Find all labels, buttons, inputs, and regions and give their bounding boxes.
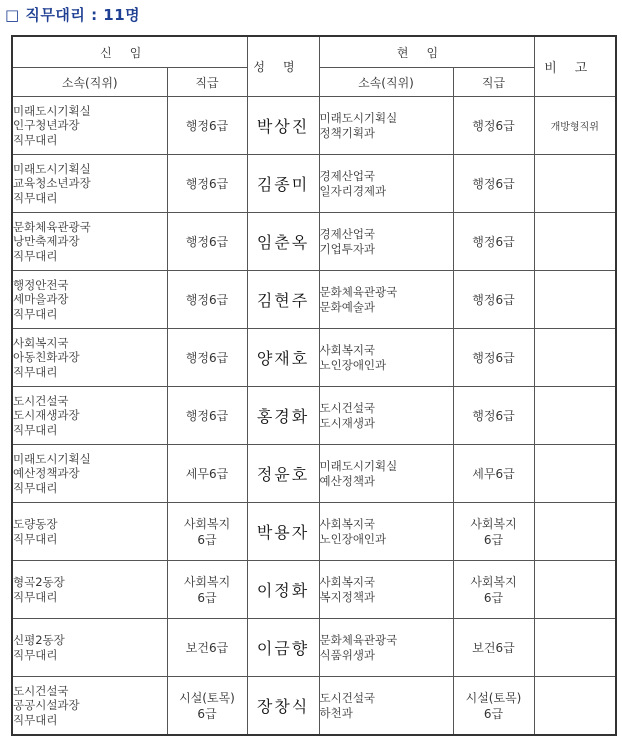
remark-cell [534, 329, 616, 387]
new-grade-line: 행정6급 [185, 234, 229, 249]
new-dept-line: 직무대리 [13, 306, 58, 321]
new-dept-line: 세마을과장 [13, 292, 69, 307]
remark-cell [534, 677, 616, 736]
new-grade-line: 행정6급 [185, 292, 229, 307]
new-grade-cell [167, 387, 247, 445]
person-name: 임춘옥 [247, 213, 319, 271]
current-dept-cell [319, 271, 453, 329]
new-grade-line: 6급 [197, 590, 217, 605]
current-grade-line: 사회복지 [470, 516, 517, 531]
new-grade-cell [167, 677, 247, 736]
current-grade-line: 행정6급 [472, 292, 515, 307]
current-dept-line: 일자리경제과 [319, 183, 387, 198]
new-grade-cell [167, 97, 247, 155]
current-dept-cell [319, 619, 453, 677]
current-grade-line: 6급 [483, 532, 504, 547]
header-new-position: 신임 [12, 36, 247, 68]
current-grade-cell [453, 97, 534, 155]
remark-cell [534, 503, 616, 561]
new-dept-cell [12, 445, 167, 503]
person-name: 이정화 [247, 561, 319, 619]
new-dept-line: 직무대리 [13, 647, 58, 662]
current-dept-cell [319, 503, 453, 561]
current-grade-line: 6급 [483, 590, 504, 605]
new-dept-line: 교육청소년과장 [13, 176, 91, 191]
new-grade-cell [167, 155, 247, 213]
new-grade-cell [167, 445, 247, 503]
new-dept-line: 행정안전국 [13, 277, 69, 292]
current-grade-cell [453, 213, 534, 271]
new-grade-line: 행정6급 [185, 408, 229, 423]
table-row [12, 155, 616, 213]
current-grade-cell [453, 271, 534, 329]
new-grade-cell [167, 213, 247, 271]
current-grade-line: 행정6급 [472, 350, 515, 365]
current-grade-cell [453, 503, 534, 561]
current-dept-cell [319, 97, 453, 155]
new-dept-line: 직무대리 [13, 422, 58, 437]
current-grade-line: 시설(토목) [465, 690, 522, 705]
current-dept-line: 문화예술과 [319, 299, 376, 314]
new-dept-cell [12, 677, 167, 736]
current-grade-cell [453, 619, 534, 677]
new-dept-line: 도시재생과장 [13, 408, 80, 423]
current-grade-line: 행정6급 [472, 176, 515, 191]
new-dept-cell [12, 155, 167, 213]
new-dept-line: 공공시설과장 [13, 698, 80, 713]
current-dept-line: 도시건설국 [319, 401, 376, 415]
current-grade-cell [453, 677, 534, 736]
table-row [12, 97, 616, 155]
new-grade-line: 사회복지 [183, 574, 231, 589]
new-dept-cell [12, 329, 167, 387]
new-dept-cell [12, 503, 167, 561]
table-row [12, 271, 616, 329]
current-grade-cell [453, 329, 534, 387]
remark-cell [534, 271, 616, 329]
new-grade-line: 6급 [197, 706, 217, 721]
table-row [12, 503, 616, 561]
new-dept-line: 신평2동장 [13, 633, 65, 647]
new-dept-line: 아동친화과장 [13, 350, 80, 365]
new-dept-line: 직무대리 [13, 531, 58, 546]
person-name: 김현주 [247, 271, 319, 329]
new-dept-line: 직무대리 [13, 480, 58, 495]
new-dept-line: 도량동장 [13, 517, 58, 531]
current-grade-line: 행정6급 [472, 408, 515, 423]
section-heading: □ 직무대리 : 11명 [5, 6, 141, 24]
new-grade-line: 행정6급 [185, 118, 229, 133]
new-grade-line: 사회복지 [183, 516, 231, 531]
new-dept-cell [12, 213, 167, 271]
new-dept-line: 직무대리 [13, 589, 58, 604]
remark-cell [534, 387, 616, 445]
new-grade-line: 세무6급 [185, 466, 229, 481]
current-dept-cell [319, 155, 453, 213]
current-dept-cell [319, 561, 453, 619]
new-dept-line: 사회복지국 [13, 335, 69, 350]
current-dept-line: 경제산업국 [319, 169, 376, 183]
table-row [12, 445, 616, 503]
new-dept-line: 직무대리 [13, 190, 58, 205]
remark-cell: 개방형직위 [534, 97, 616, 155]
new-dept-line: 미래도시기획실 [13, 161, 91, 176]
current-dept-line: 문화체육관광국 [319, 285, 398, 299]
remark-cell [534, 155, 616, 213]
new-dept-line: 도시건설국 [13, 683, 69, 698]
current-dept-line: 식품위생과 [319, 647, 376, 662]
new-grade-cell [167, 561, 247, 619]
current-grade-cell [453, 155, 534, 213]
new-grade-cell [167, 329, 247, 387]
current-dept-cell [319, 213, 453, 271]
current-dept-cell [319, 445, 453, 503]
remark-cell [534, 445, 616, 503]
current-dept-line: 복지정책과 [319, 589, 376, 604]
new-dept-line: 미래도시기획실 [13, 103, 91, 118]
new-dept-cell [12, 561, 167, 619]
new-dept-line: 도시건설국 [13, 393, 69, 408]
current-dept-line: 도시재생과 [319, 415, 376, 430]
header-current-position: 현임 [319, 36, 534, 68]
new-grade-cell [167, 271, 247, 329]
current-grade-cell [453, 445, 534, 503]
current-dept-line: 사회복지국 [319, 343, 376, 357]
new-grade-line: 6급 [197, 532, 217, 547]
new-grade-cell [167, 619, 247, 677]
new-dept-line: 미래도시기획실 [13, 451, 91, 466]
current-dept-line: 도시건설국 [319, 691, 376, 705]
person-name: 이금향 [247, 619, 319, 677]
new-grade-line: 행정6급 [185, 176, 229, 191]
person-name: 장창식 [247, 677, 319, 736]
remark-cell [534, 561, 616, 619]
new-dept-line: 형곡2동장 [13, 575, 65, 589]
header-new-dept: 소속(직위) [12, 68, 167, 97]
current-dept-cell [319, 329, 453, 387]
person-name: 정윤호 [247, 445, 319, 503]
current-dept-line: 예산정책과 [319, 473, 376, 488]
header-cur-grade: 직급 [453, 68, 534, 97]
person-name: 양재호 [247, 329, 319, 387]
header-cur-dept: 소속(직위) [319, 68, 453, 97]
current-dept-line: 미래도시기획실 [319, 111, 398, 125]
current-dept-line: 사회복지국 [319, 575, 376, 589]
current-dept-line: 하천과 [319, 705, 353, 720]
table-row [12, 387, 616, 445]
new-dept-line: 낭만축제과장 [13, 234, 80, 249]
current-grade-line: 6급 [483, 706, 504, 721]
new-dept-line: 직무대리 [13, 132, 58, 147]
person-name: 홍경화 [247, 387, 319, 445]
current-grade-cell [453, 387, 534, 445]
current-dept-cell [319, 387, 453, 445]
new-grade-line: 시설(토목) [179, 690, 235, 705]
new-dept-line: 예산정책과장 [13, 466, 80, 481]
new-dept-line: 직무대리 [13, 364, 58, 379]
current-grade-line: 보건6급 [472, 640, 515, 655]
new-dept-cell [12, 271, 167, 329]
table-row [12, 561, 616, 619]
new-dept-line: 인구청년과장 [13, 118, 80, 133]
new-grade-cell [167, 503, 247, 561]
table-row [12, 677, 616, 736]
header-remark: 비고 [534, 36, 616, 97]
person-name: 김종미 [247, 155, 319, 213]
current-grade-line: 세무6급 [472, 466, 515, 481]
new-dept-cell [12, 619, 167, 677]
table-row [12, 619, 616, 677]
current-grade-line: 행정6급 [472, 234, 515, 249]
current-dept-line: 기업투자과 [319, 241, 376, 256]
new-dept-line: 직무대리 [13, 712, 58, 727]
new-dept-line: 문화체육관광국 [13, 219, 91, 234]
current-dept-line: 노인장애인과 [319, 531, 387, 546]
current-dept-line: 정책기획과 [319, 125, 376, 140]
current-grade-line: 행정6급 [472, 118, 515, 133]
current-dept-line: 사회복지국 [319, 517, 376, 531]
new-grade-line: 보건6급 [185, 640, 229, 655]
table-row [12, 213, 616, 271]
header-name: 성명 [247, 36, 319, 97]
person-name: 박상진 [247, 97, 319, 155]
current-grade-cell [453, 561, 534, 619]
current-grade-line: 사회복지 [470, 574, 517, 589]
remark-cell [534, 619, 616, 677]
current-dept-line: 문화체육관광국 [319, 633, 398, 647]
current-dept-cell [319, 677, 453, 736]
remark-cell [534, 213, 616, 271]
current-dept-line: 미래도시기획실 [319, 459, 398, 473]
current-dept-line: 노인장애인과 [319, 357, 387, 372]
table-row [12, 329, 616, 387]
new-dept-cell [12, 97, 167, 155]
new-dept-cell [12, 387, 167, 445]
current-dept-line: 경제산업국 [319, 227, 376, 241]
new-grade-line: 행정6급 [185, 350, 229, 365]
new-dept-line: 직무대리 [13, 248, 58, 263]
header-new-grade: 직급 [167, 68, 247, 97]
person-name: 박용자 [247, 503, 319, 561]
personnel-table [11, 35, 617, 736]
